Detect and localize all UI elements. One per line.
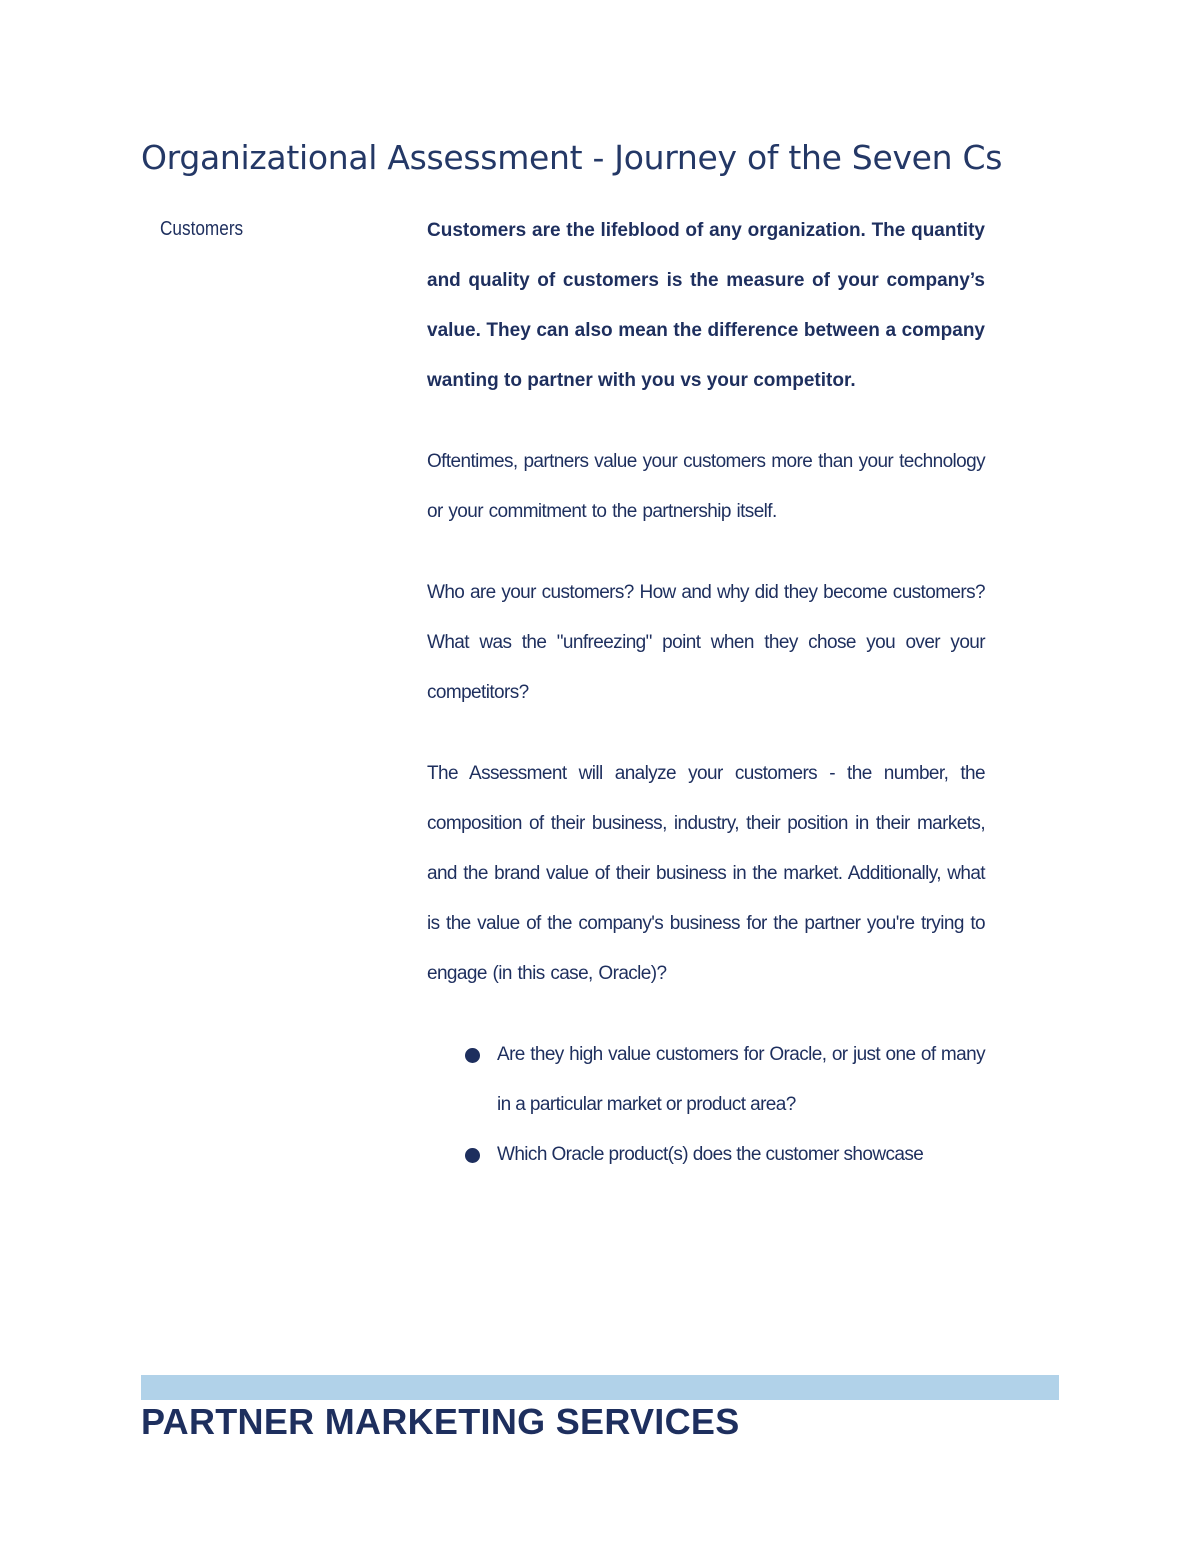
bullet-list	[427, 1030, 985, 1180]
bullet-dot-icon	[465, 1148, 480, 1163]
section-content	[427, 206, 985, 1180]
list-item	[427, 1030, 985, 1130]
list-item-text: Are they high value customers for Oracle, or just one of many in a particular market or product area?	[497, 1044, 985, 1115]
footer-accent-bar	[141, 1375, 1059, 1400]
paragraph-intro: Customers are the lifeblood of any organization. The quantity and quality of customers is the measure of your company’s value. They can also mean the difference between a company wanting to partner with you vs your competitor.	[427, 220, 985, 391]
section-label: Customers	[160, 218, 244, 240]
footer-title: PARTNER MARKETING SERVICES	[141, 1401, 740, 1442]
paragraph-partners-value: Oftentimes, partners value your customers more than your technology or your commitment to the partnership itself.	[427, 451, 985, 522]
paragraph-questions: Who are your customers? How and why did they become customers? What was the "unfreezing" point when they chose you over your competitors?	[427, 582, 985, 703]
paragraph-assessment: The Assessment will analyze your customers - the number, the composition of their business, industry, their position in their markets, and the brand value of their business in the market. Additionally, what is the value of the company's business for the partner you're trying to engage (in this case, Oracle)?	[427, 763, 985, 984]
list-item-text: Which Oracle product(s) does the customer showcase	[497, 1144, 924, 1165]
bullet-dot-icon	[465, 1048, 480, 1063]
page-title: Organizational Assessment - Journey of the Seven Cs	[141, 138, 1003, 177]
list-item	[427, 1130, 985, 1180]
